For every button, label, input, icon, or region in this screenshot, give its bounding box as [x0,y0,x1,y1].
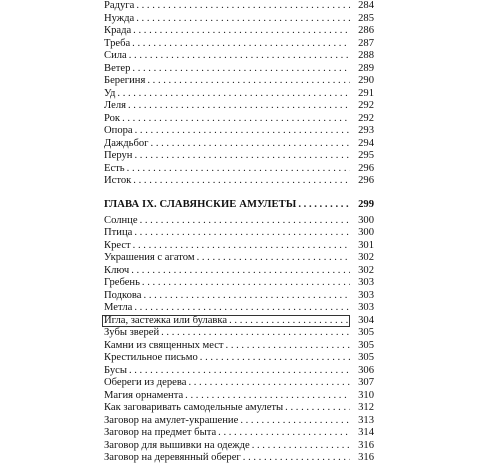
toc-entry-title: Перун [104,150,133,161]
toc-leader-dots [136,13,350,26]
toc-leader-dots [133,240,350,253]
toc-leader-dots [252,440,350,453]
toc-entry-page: 306 [358,364,374,376]
toc-entry-page: 300 [358,214,374,226]
toc-entry [102,175,374,188]
toc-leader-dots [243,452,350,465]
toc-entry-page: 305 [358,327,374,338]
toc-leader-dots [285,402,350,415]
toc-entry-title: Солнце [104,214,138,226]
toc-leader-dots [240,415,350,428]
toc-leader-dots [135,125,350,138]
toc-leader-dots [129,365,350,378]
toc-entry-title: Нужда [104,12,135,24]
toc-entry-title: Магия орнамента [104,389,184,401]
toc-leader-dots [142,277,350,290]
toc-entry [102,452,374,465]
toc-leader-dots [129,50,350,63]
toc-entry-title: Подкова [104,289,142,301]
toc-entry [102,50,374,63]
toc-leader-dots [134,150,350,163]
toc-leader-dots [122,113,350,126]
toc-entry-page: 314 [358,427,374,438]
toc-leader-dots [197,252,350,265]
toc-entry [102,327,374,340]
toc-entry-title: Заговор на амулет-украшение [104,414,239,426]
toc-entry-title: Зубы зверей [104,327,160,338]
toc-entry-title: Леля [104,100,126,111]
toc-entry-page: 293 [358,125,374,136]
toc-entry-page: 312 [358,402,374,413]
toc-entry-page: 302 [358,252,374,263]
toc-entry-title: Заговор на деревянный оберег [104,452,241,463]
toc-leader-dots [151,138,350,151]
toc-entry-title: Радуга [104,0,135,11]
toc-entry-page: 303 [358,277,374,288]
toc-entry-title: Игла, застежка или булавка [104,314,228,326]
toc-leader-dots [133,175,350,188]
toc-entry-title: Крест [104,239,131,251]
toc-leader-dots [136,0,350,13]
toc-chapter-heading [102,196,374,214]
toc-entry [102,440,374,453]
toc-leader-dots [229,315,350,328]
toc-entry [102,63,374,76]
toc-entry-title: Крестильное письмо [104,352,198,363]
toc-leader-dots [188,377,350,390]
toc-entry-title: Есть [104,162,125,174]
toc-entry-page: 303 [358,289,374,301]
toc-entry-page: 305 [358,352,374,363]
toc-entry [102,415,374,428]
toc-entry-title: Уд [104,87,116,99]
toc-entry [102,340,374,353]
toc-leader-dots [117,88,350,101]
toc-entry-title: Камни из священных мест [104,339,224,351]
toc-entry-title: Ключ [104,264,130,276]
toc-leader-dots [218,427,350,440]
toc-leader-dots [127,163,350,176]
toc-leader-dots [147,75,350,88]
toc-entry-page: 302 [358,264,374,276]
toc-leader-dots [134,227,350,240]
toc-entry [102,163,374,176]
toc-entry-page: 291 [358,87,374,99]
toc-entry [102,100,374,113]
toc-entry-title: Гребень [104,277,140,288]
toc-entry-title: Обереги из дерева [104,377,187,388]
toc-entry-page: 284 [358,0,374,11]
toc-entry [102,427,374,440]
toc-entry-title: Крада [104,25,132,36]
toc-entry-page: 296 [358,162,374,174]
toc-entry-title: Сила [104,50,127,61]
toc-entry [102,402,374,415]
toc-entry-page: 286 [358,25,374,36]
toc-entry [102,13,374,26]
toc-entry [102,88,374,101]
toc-entry-page: 285 [358,12,374,24]
toc-entry [102,138,374,151]
toc-entry-title: Исток [104,175,132,186]
toc-entry-title: Метла [104,302,133,313]
toc-leader-dots [134,302,350,315]
toc-entry-title: Даждьбог [104,137,149,149]
toc-leader-dots [132,63,350,76]
toc-entry-title: Украшения с агатом [104,252,195,263]
toc-entry-title: Как заговаривать самодельные амулеты [104,402,284,413]
toc-entry-page: 290 [358,75,374,86]
toc-entry [102,215,374,228]
toc-entry-title: Треба [104,37,131,49]
toc-leader-dots [140,215,350,228]
toc-entry [102,25,374,38]
toc-entry-page: 310 [358,389,374,401]
toc-entry-page: 296 [358,175,374,186]
toc-entry-page: 303 [358,302,374,313]
toc-entry-page: 292 [358,100,374,111]
toc-entry-page: 307 [358,377,374,388]
toc-entry-page: 316 [358,439,374,451]
toc-entry [102,0,374,13]
toc-entry-title: Рок [104,112,121,124]
toc-entry-page: 301 [358,239,374,251]
toc-entry [102,352,374,365]
toc-entry-page: 300 [358,227,374,238]
toc-entry-page: 316 [358,452,374,463]
toc-entry-page: 305 [358,339,374,351]
toc-entry-page: 313 [358,414,374,426]
toc-entry [102,277,374,290]
toc-entry [102,315,374,328]
toc-entry-title: Берегиня [104,75,146,86]
toc-entry [102,290,374,303]
toc-leader-dots [298,196,350,214]
toc-leader-dots [226,340,350,353]
toc-leader-dots [131,265,350,278]
toc-leader-dots [185,390,350,403]
toc-entry [102,113,374,126]
toc-entry [102,265,374,278]
toc-entry-page: 288 [358,50,374,61]
toc-entry-page: 295 [358,150,374,161]
toc-entry [102,377,374,390]
toc-leader-dots [161,327,350,340]
toc-entry-title: Опора [104,125,133,136]
toc-leader-dots [132,38,350,51]
toc-entry [102,38,374,51]
toc-entry [102,390,374,403]
toc-entry [102,75,374,88]
toc-entry-title: Заговор на предмет быта [104,427,217,438]
toc-entry [102,227,374,240]
toc-entry-title: Заговор для вышивки на одежде [104,439,250,451]
toc-entry-title: Птица [104,227,133,238]
toc-entry [102,125,374,138]
toc-entry [102,302,374,315]
toc-entry [102,150,374,163]
toc-entry-title: Ветер [104,62,131,74]
toc-entry [102,240,374,253]
toc-entry-page: 292 [358,112,374,124]
toc-entry-page: 287 [358,37,374,49]
toc-entry-title: Бусы [104,364,127,376]
toc-leader-dots [200,352,350,365]
chapter-page: 299 [358,198,374,210]
chapter-title: ГЛАВА IX. СЛАВЯНСКИЕ АМУЛЕТЫ [104,198,297,210]
toc-leader-dots [144,290,350,303]
toc-entry-page: 304 [358,314,374,326]
toc-entry [102,252,374,265]
table-of-contents [102,0,374,465]
toc-leader-dots [133,25,350,38]
toc-entry-page: 289 [358,62,374,74]
toc-entry-page: 294 [358,137,374,149]
toc-leader-dots [128,100,350,113]
toc-entry [102,365,374,378]
